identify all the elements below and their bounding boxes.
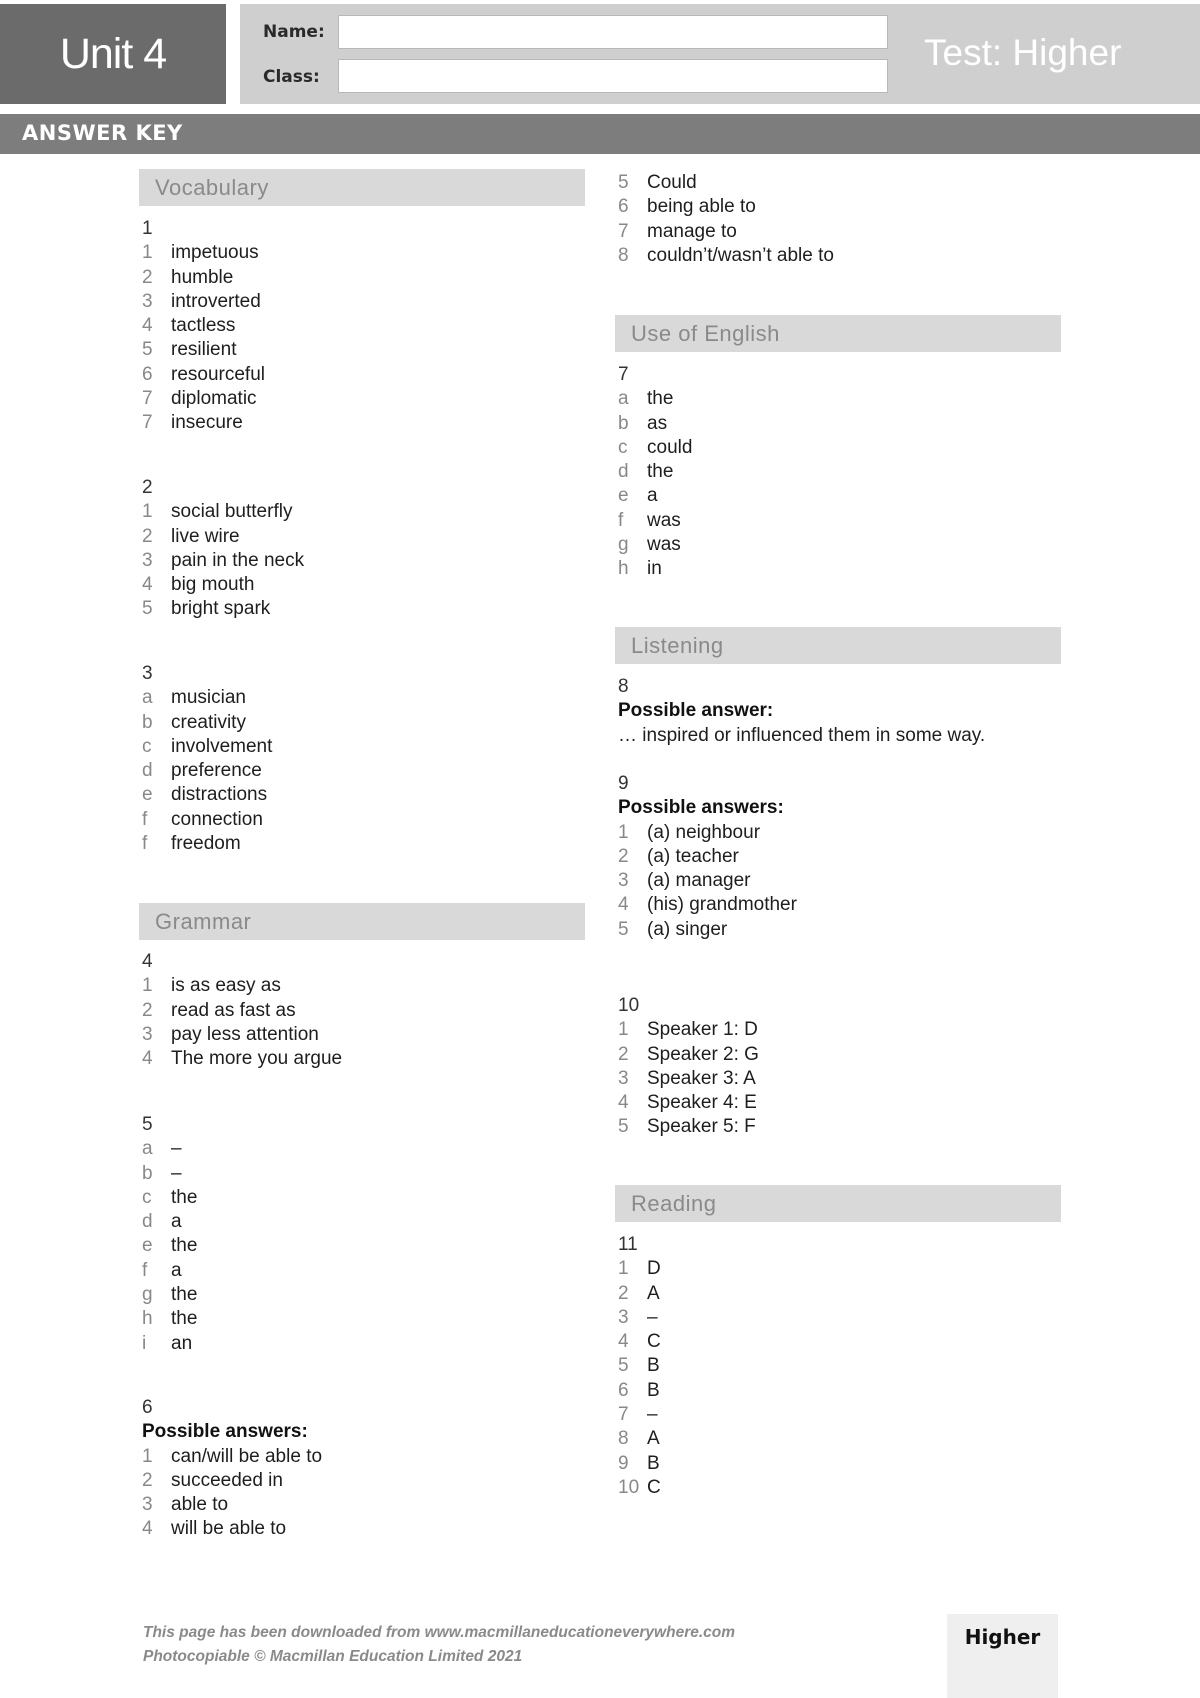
answer-row — [142, 500, 304, 524]
answer-row — [142, 1332, 197, 1356]
answer-row — [618, 412, 692, 436]
answer-key: 5 — [618, 172, 629, 193]
answer-row — [142, 1047, 342, 1071]
answer-value: (a) teacher — [647, 845, 739, 867]
answer-list — [142, 500, 304, 621]
answer-value: preference — [171, 760, 262, 782]
answer-key: 3 — [618, 1306, 629, 1328]
answer-row — [618, 533, 692, 557]
answer-value: pay less attention — [171, 1023, 319, 1045]
question-6 — [142, 1396, 322, 1542]
question-6-continued — [618, 171, 834, 268]
answer-row — [142, 808, 272, 832]
answer-value: Speaker 1: D — [647, 1019, 758, 1041]
class-label: Class: — [263, 67, 320, 87]
answer-value: bright spark — [171, 598, 271, 620]
answer-value: – — [647, 1306, 658, 1328]
answer-row — [618, 460, 692, 484]
answer-key: 4 — [142, 574, 153, 596]
answer-value: introverted — [171, 290, 261, 312]
answer-value: as — [647, 412, 668, 434]
answer-list — [142, 1137, 197, 1356]
answer-key: a — [618, 388, 629, 410]
answer-row — [618, 845, 797, 869]
answer-value: creativity — [171, 711, 246, 733]
question-number: 11 — [618, 1234, 638, 1255]
answer-value: couldn’t/wasn’t able to — [647, 244, 834, 266]
answer-key: 1 — [618, 1019, 629, 1041]
answer-row — [618, 436, 692, 460]
question-8 — [618, 675, 985, 748]
answer-row — [142, 549, 304, 573]
answer-row — [142, 1210, 197, 1234]
answer-key: 9 — [618, 1452, 629, 1474]
answer-value: connection — [171, 808, 263, 830]
answer-key-label: ANSWER KEY — [22, 121, 183, 145]
answer-row — [618, 918, 797, 942]
answer-key: 3 — [142, 549, 153, 571]
answer-value: – — [171, 1162, 182, 1184]
answer-row — [142, 759, 272, 783]
question-9 — [618, 772, 797, 942]
answer-key: 5 — [618, 1355, 629, 1377]
answer-value: a — [171, 1211, 182, 1233]
answer-key: 7 — [618, 220, 629, 242]
answer-row — [618, 244, 834, 268]
answer-key: 4 — [618, 894, 629, 916]
answer-value: (a) manager — [647, 870, 751, 892]
answer-value: B — [647, 1379, 660, 1401]
question-number: 1 — [142, 218, 153, 239]
answer-list — [618, 1257, 661, 1500]
answer-value: social butterfly — [171, 501, 293, 523]
answer-row — [142, 387, 265, 411]
answer-key: 2 — [142, 999, 153, 1021]
answer-row — [618, 509, 692, 533]
answer-value: could — [647, 436, 693, 458]
answer-key: d — [618, 461, 629, 483]
answer-key: e — [618, 485, 629, 507]
answer-row — [618, 1282, 661, 1306]
answer-row — [618, 195, 834, 219]
answer-key: c — [142, 1186, 152, 1208]
answer-key: b — [142, 1162, 153, 1184]
answer-key: 4 — [142, 1048, 153, 1070]
answer-value: succeeded in — [171, 1469, 283, 1491]
answer-value: – — [647, 1404, 658, 1426]
answer-row — [142, 1493, 322, 1517]
answer-row — [142, 1517, 322, 1541]
answer-row — [142, 573, 304, 597]
answer-key: 1 — [142, 242, 153, 264]
answer-key: 3 — [142, 1023, 153, 1045]
answer-key: a — [142, 687, 153, 709]
answer-value: live wire — [171, 525, 240, 547]
answer-value: diplomatic — [171, 388, 257, 410]
answer-key: 5 — [618, 918, 629, 940]
possible-answers-note: Possible answers: — [142, 1421, 308, 1443]
answer-value: C — [647, 1476, 661, 1498]
answer-value: an — [171, 1332, 193, 1354]
answer-value: C — [647, 1331, 661, 1353]
answer-row — [142, 411, 265, 435]
answer-key: 2 — [142, 1469, 153, 1491]
answer-row — [618, 1330, 661, 1354]
question-number: 5 — [142, 1114, 153, 1135]
answer-value: insecure — [171, 412, 243, 434]
answer-key: 4 — [618, 1331, 629, 1353]
answer-row — [142, 266, 265, 290]
answer-row — [618, 557, 692, 581]
answer-value: was — [647, 509, 681, 531]
answer-key: 6 — [618, 196, 629, 218]
answer-value: the — [171, 1186, 198, 1208]
answer-row — [618, 220, 834, 244]
answer-row — [142, 1023, 342, 1047]
answer-key: b — [142, 711, 153, 733]
answer-key: 4 — [142, 1518, 153, 1540]
answer-key: 7 — [142, 412, 153, 434]
answer-key: f — [142, 1259, 148, 1281]
answer-value: B — [647, 1355, 660, 1377]
answer-row — [618, 1115, 759, 1139]
question-number: 4 — [142, 951, 153, 972]
answer-value: will be able to — [171, 1518, 287, 1540]
answer-row — [618, 387, 692, 411]
answer-value: involvement — [171, 735, 273, 757]
answer-value: Speaker 3: A — [647, 1067, 756, 1089]
section-use-of-english: Use of English — [615, 315, 1061, 352]
answer-row — [618, 171, 834, 195]
answer-row — [618, 893, 797, 917]
test-title: Test: Higher — [924, 32, 1122, 73]
answer-row — [142, 1445, 322, 1469]
answer-key: c — [618, 436, 628, 458]
section-listening: Listening — [615, 627, 1061, 664]
section-grammar: Grammar — [139, 903, 585, 940]
answer-key: 5 — [142, 339, 153, 361]
answer-row — [142, 711, 272, 735]
answer-value: (his) grandmother — [647, 894, 797, 916]
answer-value: tactless — [171, 315, 236, 337]
answer-row — [142, 525, 304, 549]
answer-value: humble — [171, 266, 234, 288]
answer-row — [618, 1476, 661, 1500]
answer-list — [142, 241, 265, 435]
answer-row — [142, 1186, 197, 1210]
question-number: 8 — [618, 676, 629, 697]
question-4 — [142, 950, 342, 1071]
question-number: 10 — [618, 995, 640, 1016]
answer-value: Speaker 4: E — [647, 1092, 757, 1114]
answer-key: g — [618, 534, 629, 556]
answer-row — [618, 1067, 759, 1091]
answer-row — [142, 735, 272, 759]
question-3 — [142, 662, 272, 856]
answer-value: A — [647, 1428, 660, 1450]
answer-row — [618, 1403, 661, 1427]
answer-key: 5 — [618, 1116, 629, 1138]
answer-row — [142, 363, 265, 387]
answer-row — [618, 1043, 759, 1067]
answer-value: Speaker 5: F — [647, 1116, 756, 1138]
answer-row — [142, 290, 265, 314]
answer-row — [142, 1234, 197, 1258]
answer-list — [142, 1445, 322, 1542]
answer-value: – — [171, 1138, 182, 1160]
answer-value: (a) singer — [647, 918, 728, 940]
answer-value: a — [171, 1259, 182, 1281]
answer-row — [142, 783, 272, 807]
answer-row — [618, 484, 692, 508]
answer-key: 8 — [618, 244, 629, 266]
answer-value: A — [647, 1282, 660, 1304]
answer-value: Could — [647, 172, 697, 193]
question-7 — [618, 363, 692, 582]
question-number: 9 — [618, 773, 629, 794]
question-11 — [618, 1233, 661, 1500]
answer-row — [142, 1137, 197, 1161]
question-number: 7 — [618, 364, 629, 385]
name-field[interactable] — [338, 15, 888, 49]
answer-row — [142, 241, 265, 265]
question-number: 2 — [142, 477, 153, 498]
answer-key: h — [142, 1308, 153, 1330]
answer-row — [618, 1306, 661, 1330]
answer-key: 7 — [618, 1404, 629, 1426]
answer-key: e — [142, 784, 153, 806]
answer-value: the — [171, 1284, 198, 1306]
answer-list — [142, 686, 272, 856]
answer-list — [618, 821, 797, 942]
answer-list — [618, 1018, 759, 1139]
answer-text: … inspired or influenced them in some way. — [618, 724, 986, 746]
answer-value: able to — [171, 1494, 229, 1516]
level-label: Higher — [964, 1625, 1041, 1649]
answer-key: 3 — [618, 1067, 629, 1089]
answer-key: i — [142, 1332, 147, 1354]
answer-key: 3 — [142, 290, 153, 312]
answer-value: resourceful — [171, 363, 265, 385]
answer-key: 1 — [142, 1445, 153, 1467]
answer-key: 4 — [142, 315, 153, 337]
answer-row — [142, 686, 272, 710]
answer-key: 1 — [142, 501, 153, 523]
answer-value: Speaker 2: G — [647, 1043, 759, 1065]
answer-value: (a) neighbour — [647, 821, 761, 843]
answer-row — [618, 821, 797, 845]
answer-value: can/will be able to — [171, 1445, 323, 1467]
possible-answer-note: Possible answer: — [618, 700, 774, 722]
footer-copyright: Photocopiable © Macmillan Education Limited 2021 — [143, 1648, 523, 1665]
question-1 — [142, 217, 265, 436]
section-vocabulary: Vocabulary — [139, 169, 585, 206]
answer-key: 1 — [618, 1258, 629, 1280]
answer-row — [618, 1354, 661, 1378]
answer-key: f — [142, 808, 148, 830]
answer-row — [618, 1018, 759, 1042]
possible-answers-note: Possible answers: — [618, 797, 784, 819]
answer-value: was — [647, 534, 681, 556]
answer-value: resilient — [171, 339, 237, 361]
footer-download-note: This page has been downloaded from www.macmillaneducationeverywhere.com — [143, 1624, 736, 1641]
answer-value: is as easy as — [171, 975, 281, 997]
answer-row — [142, 1259, 197, 1283]
answer-value: a — [647, 485, 658, 507]
answer-list — [142, 974, 342, 1071]
section-reading: Reading — [615, 1185, 1061, 1222]
answer-row — [142, 999, 342, 1023]
answer-value: B — [647, 1452, 660, 1474]
answer-key: 2 — [618, 1043, 629, 1065]
answer-list — [618, 387, 692, 581]
answer-row — [142, 832, 272, 856]
answer-row — [618, 1452, 661, 1476]
answer-row — [142, 314, 265, 338]
answer-key: 2 — [142, 266, 153, 288]
answer-value: the — [171, 1308, 198, 1330]
answer-row — [142, 1283, 197, 1307]
answer-row — [618, 1257, 661, 1281]
question-2 — [142, 476, 304, 622]
class-field[interactable] — [338, 59, 888, 93]
name-label: Name: — [263, 22, 325, 42]
answer-value: pain in the neck — [171, 549, 305, 571]
answer-key: 6 — [618, 1379, 629, 1401]
answer-key: 4 — [618, 1092, 629, 1114]
answer-key: 1 — [618, 821, 629, 843]
question-number: 3 — [142, 663, 153, 684]
answer-key: e — [142, 1235, 153, 1257]
question-5 — [142, 1113, 197, 1356]
question-number: 6 — [142, 1397, 153, 1418]
answer-value: musician — [171, 687, 246, 709]
answer-row — [142, 338, 265, 362]
answer-key: 2 — [618, 845, 629, 867]
answer-key: c — [142, 735, 152, 757]
question-10 — [618, 994, 759, 1140]
answer-value: the — [171, 1235, 198, 1257]
answer-value: read as fast as — [171, 999, 296, 1021]
answer-value: distractions — [171, 784, 268, 806]
answer-key: 2 — [618, 1282, 629, 1304]
unit-title: Unit 4 — [0, 4, 226, 104]
answer-key: 8 — [618, 1428, 629, 1450]
answer-value: in — [647, 558, 662, 580]
answer-value: D — [647, 1258, 661, 1280]
answer-key: 5 — [142, 598, 153, 620]
answer-row — [142, 974, 342, 998]
answer-row — [618, 1427, 661, 1451]
answer-value: manage to — [647, 220, 737, 242]
answer-key: f — [142, 833, 148, 855]
answer-value: the — [647, 461, 674, 483]
answer-row — [142, 597, 304, 621]
answer-key: h — [618, 558, 629, 580]
answer-key: g — [142, 1284, 153, 1306]
answer-row — [618, 1379, 661, 1403]
answer-value: being able to — [647, 196, 756, 218]
answer-key: 3 — [142, 1494, 153, 1516]
answer-value: impetuous — [171, 242, 259, 264]
answer-key: a — [142, 1138, 153, 1160]
answer-row — [142, 1307, 197, 1331]
answer-key: f — [618, 509, 624, 531]
answer-key: 3 — [618, 870, 629, 892]
answer-key: 1 — [142, 975, 153, 997]
answer-key: b — [618, 412, 629, 434]
answer-key: 2 — [142, 525, 153, 547]
answer-row — [142, 1469, 322, 1493]
answer-list — [618, 171, 834, 268]
answer-row — [142, 1162, 197, 1186]
answer-key: d — [142, 760, 153, 782]
answer-value: freedom — [171, 833, 241, 855]
answer-key: 6 — [142, 363, 153, 385]
answer-value: The more you argue — [171, 1048, 343, 1070]
answer-key: 10 — [618, 1476, 640, 1498]
answer-row — [618, 869, 797, 893]
answer-value: the — [647, 388, 674, 410]
answer-row — [618, 1091, 759, 1115]
answer-value: big mouth — [171, 574, 255, 596]
answer-key: d — [142, 1211, 153, 1233]
answer-key: 7 — [142, 388, 153, 410]
